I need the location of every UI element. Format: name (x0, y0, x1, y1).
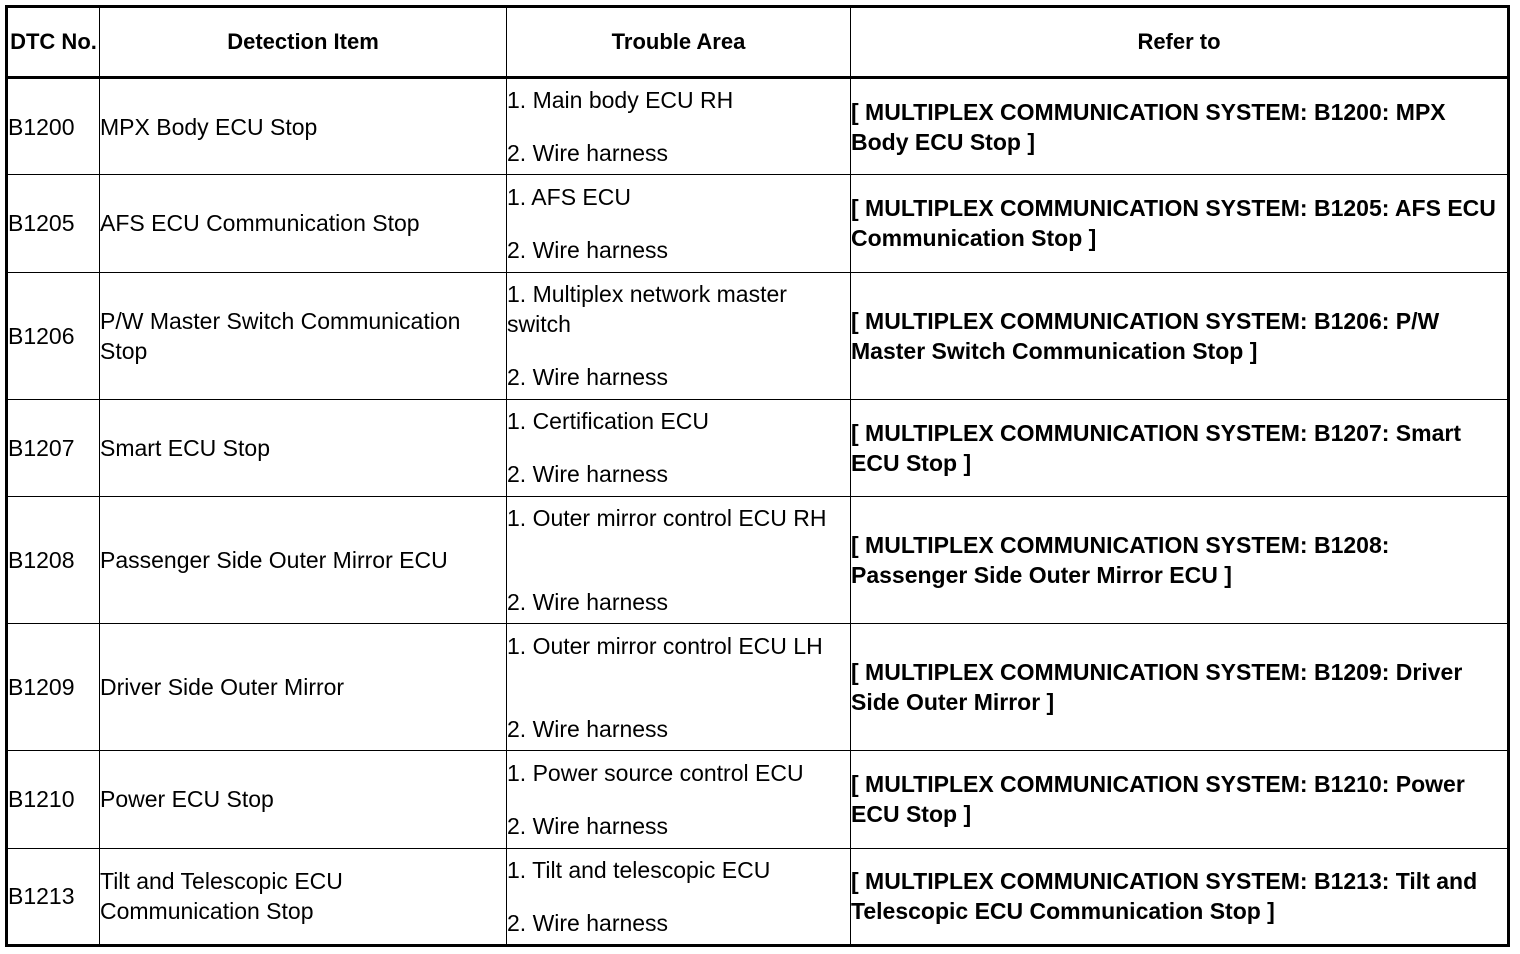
table-row (7, 848, 1509, 946)
trouble-area-item: 1. Multiplex network master switch (507, 281, 787, 338)
dtc-code: B1209 (7, 624, 100, 751)
detection-item: MPX Body ECU Stop (100, 78, 507, 175)
table-row (7, 496, 1509, 623)
refer-to-link[interactable]: [ MULTIPLEX COMMUNICATION SYSTEM: B1209: Driver Side Outer Mirror ] (851, 624, 1509, 751)
header-detection-item: Detection Item (100, 7, 507, 78)
dtc-code: B1213 (7, 848, 100, 946)
refer-to-link[interactable]: [ MULTIPLEX COMMUNICATION SYSTEM: B1213: Tilt and Telescopic ECU Communication Stop ] (851, 848, 1509, 946)
trouble-area-item: 1. AFS ECU (507, 183, 631, 210)
table-row (7, 751, 1509, 848)
header-dtc-no: DTC No. (7, 7, 100, 78)
trouble-area-item: 1. Tilt and telescopic ECU (507, 856, 771, 883)
dtc-code: B1210 (7, 751, 100, 848)
table-row (7, 78, 1509, 175)
dtc-code: B1206 (7, 272, 100, 399)
trouble-area-item: 1. Outer mirror control ECU RH (507, 505, 827, 532)
trouble-area (507, 399, 851, 496)
trouble-area (507, 175, 851, 272)
trouble-area (507, 272, 851, 399)
detection-item: Driver Side Outer Mirror (100, 624, 507, 751)
dtc-code: B1207 (7, 399, 100, 496)
trouble-area-item: 2. Wire harness (507, 588, 669, 615)
detection-item: Passenger Side Outer Mirror ECU (100, 496, 507, 623)
trouble-area (507, 751, 851, 848)
trouble-area-item: 1. Main body ECU RH (507, 87, 734, 114)
trouble-area-item: 2. Wire harness (507, 461, 669, 488)
header-row (7, 7, 1509, 78)
refer-to-link[interactable]: [ MULTIPLEX COMMUNICATION SYSTEM: B1210: Power ECU Stop ] (851, 751, 1509, 848)
trouble-area (507, 78, 851, 175)
trouble-area (507, 848, 851, 946)
refer-to-link[interactable]: [ MULTIPLEX COMMUNICATION SYSTEM: B1207: Smart ECU Stop ] (851, 399, 1509, 496)
refer-to-link[interactable]: [ MULTIPLEX COMMUNICATION SYSTEM: B1200: MPX Body ECU Stop ] (851, 78, 1509, 175)
trouble-area-item: 2. Wire harness (507, 237, 669, 264)
detection-item: Tilt and Telescopic ECU Communication Stop (100, 848, 507, 946)
trouble-area-item: 2. Wire harness (507, 715, 669, 742)
dtc-code: B1208 (7, 496, 100, 623)
dtc-code: B1205 (7, 175, 100, 272)
detection-item: Power ECU Stop (100, 751, 507, 848)
trouble-area-item: 1. Outer mirror control ECU LH (507, 632, 823, 659)
detection-item: P/W Master Switch Communication Stop (100, 272, 507, 399)
header-refer-to: Refer to (851, 7, 1509, 78)
trouble-area (507, 624, 851, 751)
trouble-area-item: 1. Power source control ECU (507, 759, 804, 786)
refer-to-link[interactable]: [ MULTIPLEX COMMUNICATION SYSTEM: B1206: P/W Master Switch Communication Stop ] (851, 272, 1509, 399)
refer-to-link[interactable]: [ MULTIPLEX COMMUNICATION SYSTEM: B1205: AFS ECU Communication Stop ] (851, 175, 1509, 272)
trouble-area-item: 2. Wire harness (507, 364, 669, 391)
table-row (7, 399, 1509, 496)
trouble-area-item: 2. Wire harness (507, 909, 669, 936)
trouble-area-item: 2. Wire harness (507, 140, 669, 167)
trouble-area-item: 1. Certification ECU (507, 408, 709, 435)
table-row (7, 272, 1509, 399)
header-trouble-area: Trouble Area (507, 7, 851, 78)
trouble-area-item: 2. Wire harness (507, 813, 669, 840)
trouble-area (507, 496, 851, 623)
detection-item: AFS ECU Communication Stop (100, 175, 507, 272)
table-row (7, 175, 1509, 272)
detection-item: Smart ECU Stop (100, 399, 507, 496)
dtc-code: B1200 (7, 78, 100, 175)
table-row (7, 624, 1509, 751)
dtc-table (5, 5, 1510, 947)
refer-to-link[interactable]: [ MULTIPLEX COMMUNICATION SYSTEM: B1208: Passenger Side Outer Mirror ECU ] (851, 496, 1509, 623)
